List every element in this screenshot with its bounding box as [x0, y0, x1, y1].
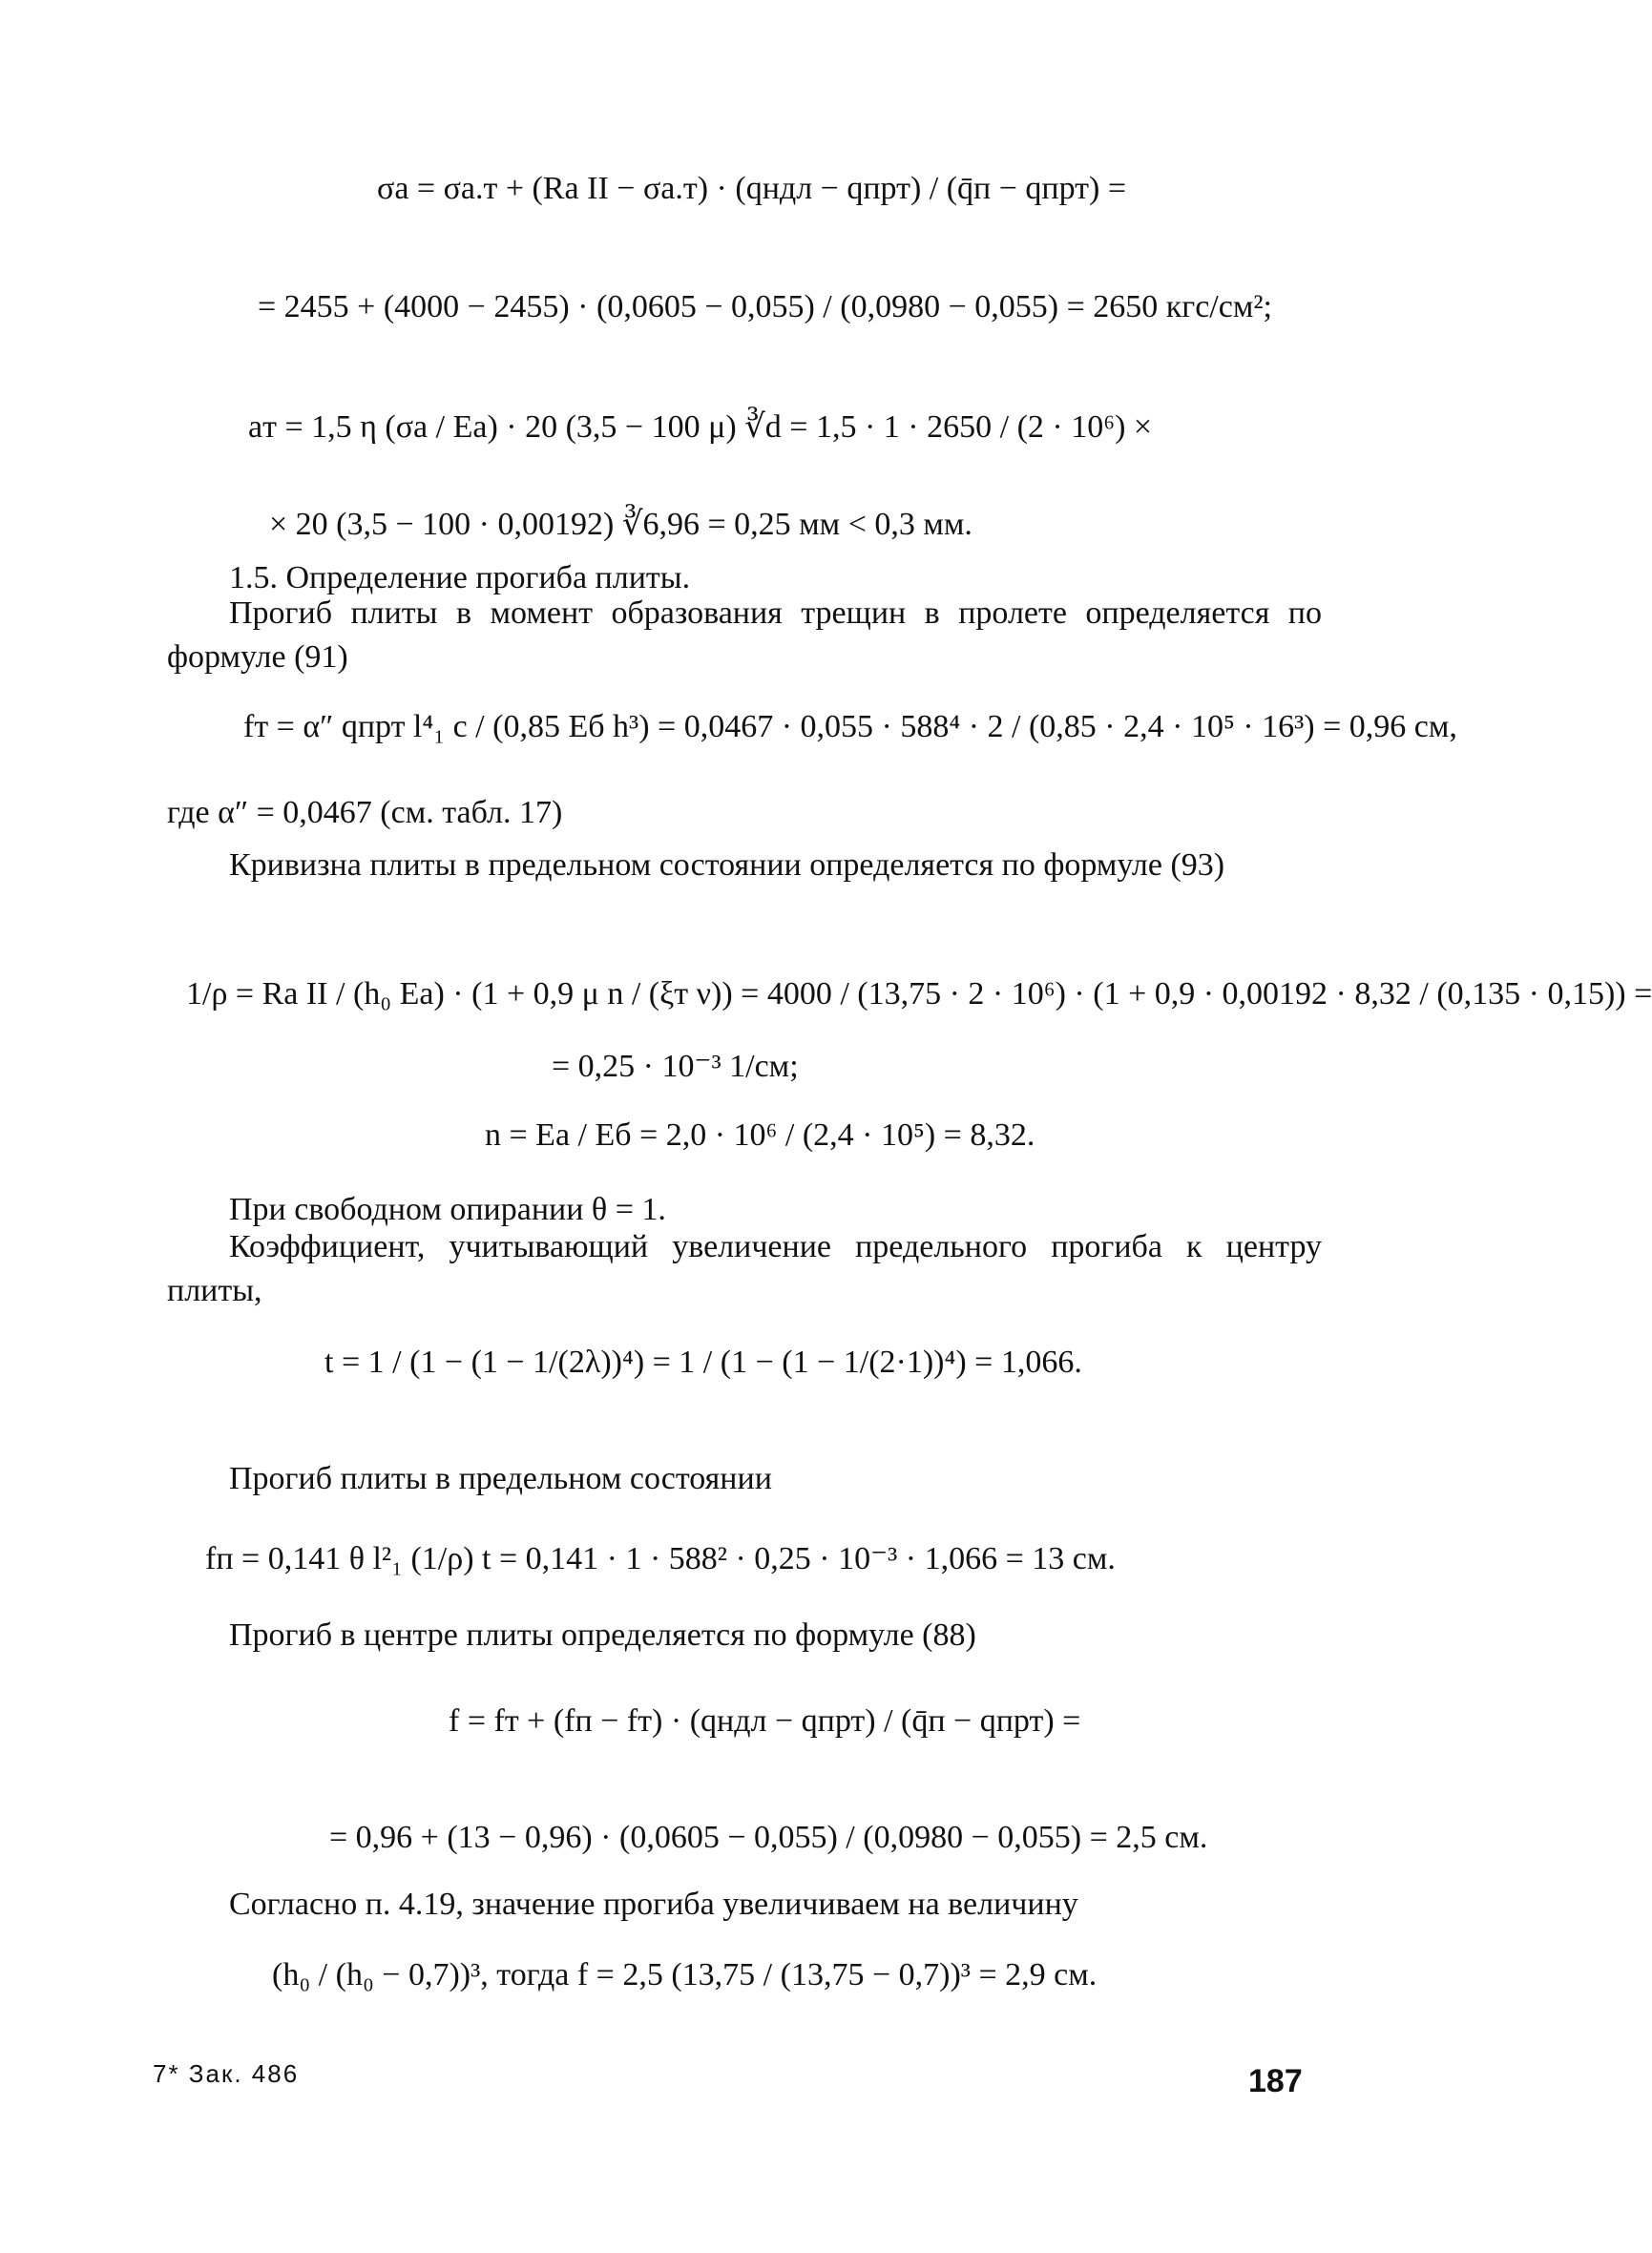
formula-curvature: 1/ρ = Ra II / (h₀ Eа) · (1 + 0,9 μ n / (ξт ν)) = 4000 / (13,75 · 2 · 10⁶) · (1 + 0,9 · 0,00192 · 8,32 / (0,135 · 0,15)) =	[186, 976, 1652, 1012]
formula-f-definition: f = fт + (fп − fт) · (qндл − qпрт) / (q̄п − qпрт) =	[449, 1703, 1081, 1739]
paragraph-center: Прогиб в центре плиты определяется по формуле (88)	[229, 1617, 976, 1653]
formula-final: (h₀ / (h₀ − 0,7))³, тогда f = 2,5 (13,75 / (13,75 − 0,7))³ = 2,9 см.	[272, 1957, 1098, 1992]
formula-curvature-result: = 0,25 · 10⁻³ 1/см;	[552, 1049, 799, 1084]
paragraph-deflection-intro: Прогиб плиты в момент образования трещин в пролете определяется по формуле (91)	[167, 595, 1322, 675]
paragraph-curvature: Кривизна плиты в предельном состоянии определяется по формуле (93)	[229, 847, 1225, 883]
paragraph-increase: Согласно п. 4.19, значение прогиба увеличиваем на величину	[229, 1887, 1078, 1922]
where-alpha: где α″ = 0,0467 (см. табл. 17)	[167, 795, 563, 830]
formula-f-t: fт = α″ qпрт l⁴₁ c / (0,85 Eб h³) = 0,0467 · 0,055 · 588⁴ · 2 / (0,85 · 2,4 · 10⁵ · 16³) = 0,96 см,	[243, 709, 1457, 744]
formula-f-p: fп = 0,141 θ l²₁ (1/ρ) t = 0,141 · 1 · 588² · 0,25 · 10⁻³ · 1,066 = 13 см.	[205, 1541, 1116, 1576]
paragraph-free-support: При свободном опирании θ = 1.	[229, 1192, 666, 1227]
paragraph-ultimate-state: Прогиб плиты в предельном состоянии	[229, 1461, 772, 1496]
formula-sigma-a-calculation: = 2455 + (4000 − 2455) · (0,0605 − 0,055) / (0,0980 − 0,055) = 2650 кгс/см²;	[258, 289, 1272, 324]
formula-a-t-calculation: × 20 (3,5 − 100 · 0,00192) ∛6,96 = 0,25 мм < 0,3 мм.	[269, 507, 972, 542]
section-heading: 1.5. Определение прогиба плиты.	[229, 560, 691, 595]
formula-t: t = 1 / (1 − (1 − 1/(2λ))⁴) = 1 / (1 − (1 − 1/(2·1))⁴) = 1,066.	[324, 1345, 1082, 1380]
paragraph-coefficient: Коэффициент, учитывающий увеличение предельного прогиба к центру плиты,	[167, 1229, 1322, 1308]
formula-a-t-definition: aт = 1,5 η (σа / Eа) · 20 (3,5 − 100 μ) ∛d = 1,5 · 1 · 2650 / (2 · 10⁶) ×	[248, 409, 1153, 445]
page-number: 187	[1248, 2063, 1303, 2099]
formula-sigma-a-definition: σа = σа.т + (Ra II − σа.т) · (qндл − qпрт) / (q̄п − qпрт) =	[377, 171, 1127, 206]
footer-order-number: 7* Зак. 486	[153, 2059, 300, 2088]
formula-n: n = Eа / Eб = 2,0 · 10⁶ / (2,4 · 10⁵) = 8,32.	[485, 1117, 1035, 1153]
formula-f-calculation: = 0,96 + (13 − 0,96) · (0,0605 − 0,055) / (0,0980 − 0,055) = 2,5 см.	[329, 1820, 1208, 1855]
